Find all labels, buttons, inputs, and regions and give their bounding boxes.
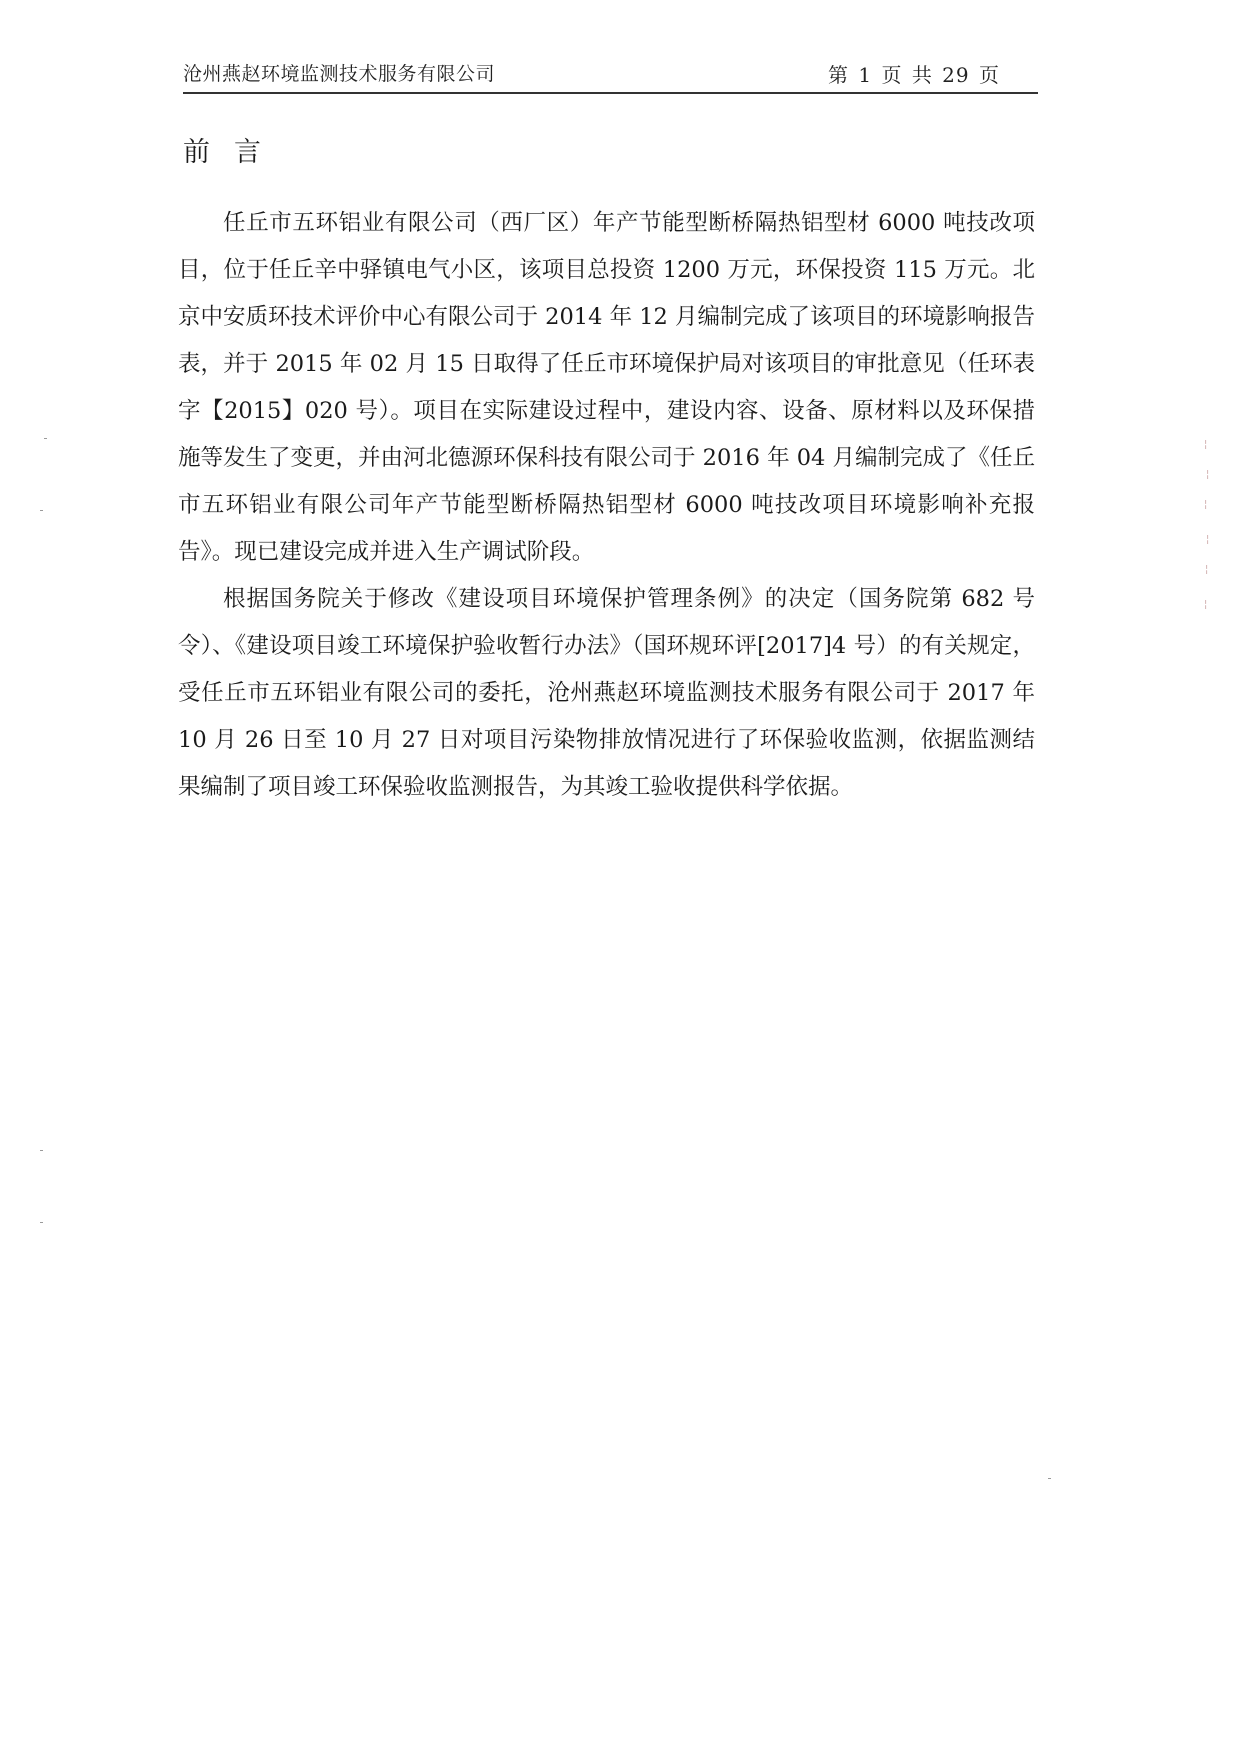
scan-speck — [40, 1150, 43, 1151]
scan-mark: ¦ — [1205, 564, 1209, 575]
header-company-name: 沧州燕赵环境监测技术服务有限公司 — [183, 63, 496, 85]
paragraph-project-background: 任丘市五环铝业有限公司（西厂区）年产节能型断桥隔热铝型材 6000 吨技改项目，位于任丘辛中驿镇电气小区，该项目总投资 1200 万元，环保投资 115 万元。北京中安质环技术评价中心有限公司于 2014 年 12 月编制完成了该项目的环境影响报告表，并于 2015 年 02 月 15 日取得了任丘市环境保护局对该项目的审批意见（任环表字【2015】020 号）。项目在实际建设过程中，建设内容、设备、原材料以及环保措施等发生了变更，并由河北德源环保科技有限公司于 2016 年 04 月编制完成了《任丘市五环铝业有限公司年产节能型断桥隔热铝型材 6000 吨技改项目环境影响补充报告》。现已建设完成并进入生产调试阶段。 — [178, 210, 1036, 565]
scan-mark: ¦ — [1206, 534, 1210, 545]
scan-speck — [44, 438, 47, 439]
scan-mark: ¦ — [1206, 469, 1210, 480]
scan-mark: ¦ — [1204, 599, 1208, 610]
header-page-indicator: 第 1 页 共 29 页 — [828, 63, 1000, 87]
section-title: 前言 — [183, 137, 285, 168]
scan-mark: ¦ — [1204, 439, 1208, 450]
scan-speck — [40, 510, 43, 511]
scan-speck — [40, 1222, 43, 1223]
scan-speck — [1048, 1478, 1051, 1479]
scan-mark: ¦ — [1204, 499, 1208, 510]
page-header — [183, 56, 1038, 94]
paragraph-monitoring-basis: 根据国务院关于修改《建设项目环境保护管理条例》的决定（国务院第 682 号令）、《建设项目竣工环境保护验收暂行办法》（国环规环评[2017]4 号）的有关规定，受任丘市五环铝业有限公司的委托，沧州燕赵环境监测技术服务有限公司于 2017 年 10 月 26 日至 10 月 27 日对项目污染物排放情况进行了环保验收监测，依据监测结果编制了项目竣工环保验收监测报告，为其竣工验收提供科学依据。 — [178, 586, 1035, 800]
body-text — [178, 200, 1035, 811]
